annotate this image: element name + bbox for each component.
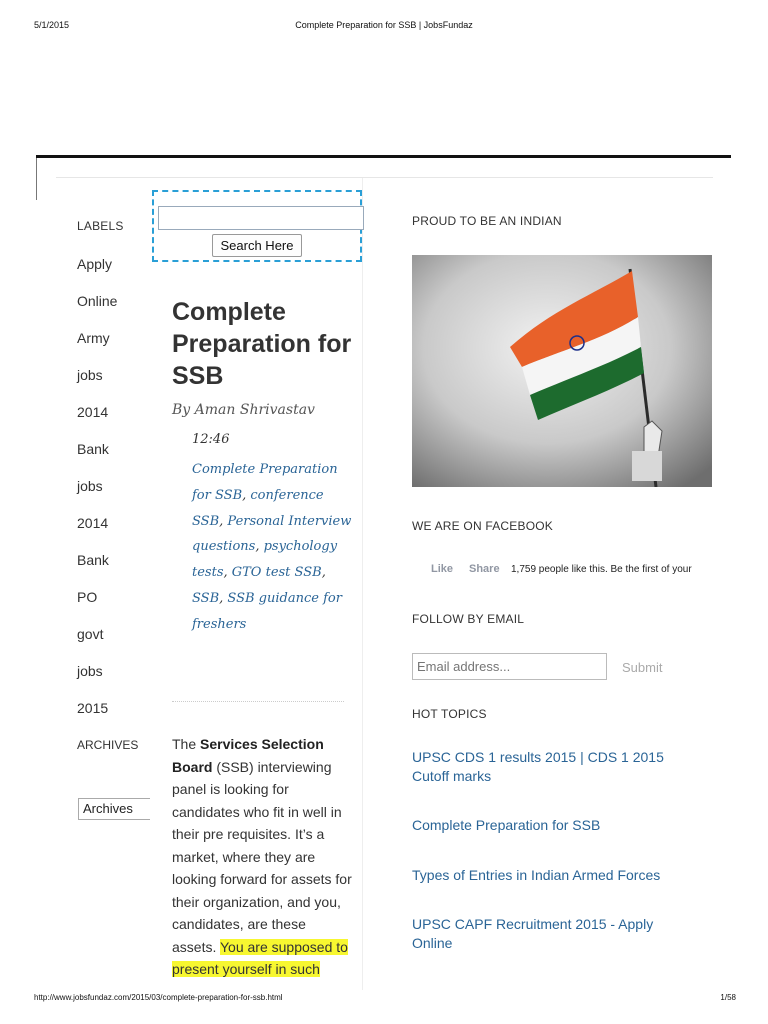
hot-topic-link[interactable]: UPSC CDS 1 results 2015 | CDS 1 2015 Cutoff marks xyxy=(412,749,664,784)
labels-heading: LABELS xyxy=(77,219,124,233)
post-author: By Aman Shrivastav xyxy=(172,402,315,418)
search-input[interactable] xyxy=(158,206,364,230)
tag-link[interactable]: GTO test SSB xyxy=(231,565,322,581)
email-submit-button[interactable]: Submit xyxy=(622,660,663,675)
fb-like-count: 1,759 people like this. Be the first of your xyxy=(511,564,692,575)
post-meta-divider xyxy=(172,701,344,702)
tag-link[interactable]: conference SSB xyxy=(192,487,324,529)
tag-link[interactable]: Personal Interview questions xyxy=(192,513,352,555)
post-timestamp: 12:46 xyxy=(192,432,230,447)
label-link[interactable]: 2015 xyxy=(77,700,109,716)
body-text: The xyxy=(172,736,201,752)
print-date: 5/1/2015 xyxy=(34,20,70,30)
label-link[interactable]: PO xyxy=(77,589,98,605)
tag-link[interactable]: psychology tests xyxy=(192,539,338,581)
label-link[interactable]: Online xyxy=(77,293,118,309)
label-link[interactable]: govt xyxy=(77,626,104,642)
hot-topics-heading: HOT TOPICS xyxy=(412,707,487,721)
label-link[interactable]: Apply xyxy=(77,256,113,272)
search-button[interactable]: Search Here xyxy=(212,234,302,257)
label-link[interactable]: jobs xyxy=(77,663,103,679)
highlighted-text: You are supposed to present yourself in such xyxy=(172,938,348,977)
follow-email-heading: FOLLOW BY EMAIL xyxy=(412,612,525,626)
post-body xyxy=(172,733,352,981)
label-link[interactable]: Bank xyxy=(77,441,109,457)
header-left-border xyxy=(36,158,37,200)
print-page-title: Complete Preparation for SSB | JobsFundaz xyxy=(295,20,473,30)
hot-topic-link[interactable]: Types of Entries in Indian Armed Forces xyxy=(412,867,661,883)
post-title: Complete Preparation for SSB xyxy=(172,298,352,390)
facebook-heading: WE ARE ON FACEBOOK xyxy=(412,519,553,533)
tag-link[interactable]: SSB guidance for freshers xyxy=(192,590,342,632)
column-divider xyxy=(362,178,363,990)
search-widget xyxy=(152,190,362,262)
label-link[interactable]: 2014 xyxy=(77,515,109,531)
proud-heading: PROUD TO BE AN INDIAN xyxy=(412,214,562,228)
print-url: http://www.jobsfundaz.com/2015/03/complete-preparation-for-ssb.html xyxy=(34,993,283,1002)
label-link[interactable]: Army xyxy=(77,330,110,346)
label-link[interactable]: jobs xyxy=(77,478,103,494)
fb-like-button[interactable]: Like xyxy=(431,563,454,575)
archives-heading: ARCHIVES xyxy=(77,738,139,752)
header-divider xyxy=(36,155,731,158)
label-link[interactable]: 2014 xyxy=(77,404,109,420)
archives-select[interactable]: Archives xyxy=(78,798,150,820)
print-page-number: 1/58 xyxy=(720,993,736,1002)
body-text: (SSB) interviewing panel is looking for candidates who fit in well in their pre requisites. It’s a market, where they are looking forward for assets for their organization, and you, candidates, are these assets. xyxy=(172,758,352,955)
fb-share-button[interactable]: Share xyxy=(469,563,500,575)
indian-flag-image xyxy=(412,255,712,487)
tag-link[interactable]: Complete Preparation for SSB xyxy=(192,462,338,503)
hot-topic-link[interactable]: Complete Preparation for SSB xyxy=(412,817,601,833)
tag-link[interactable]: SSB xyxy=(192,590,220,606)
post-tags: Complete Preparation for SSB, conference SSB, Personal Interview questions, psychology tests, GTO test SSB, SSB, SSB guidance for freshers xyxy=(192,462,352,632)
email-field[interactable] xyxy=(412,653,607,680)
label-link[interactable]: jobs xyxy=(77,367,103,383)
body-bold-text: Services Selection Board xyxy=(172,736,324,775)
content-top-divider xyxy=(56,177,713,178)
hot-topic-link[interactable]: UPSC CAPF Recruitment 2015 - Apply Online xyxy=(412,916,654,951)
label-link[interactable]: Bank xyxy=(77,552,109,568)
